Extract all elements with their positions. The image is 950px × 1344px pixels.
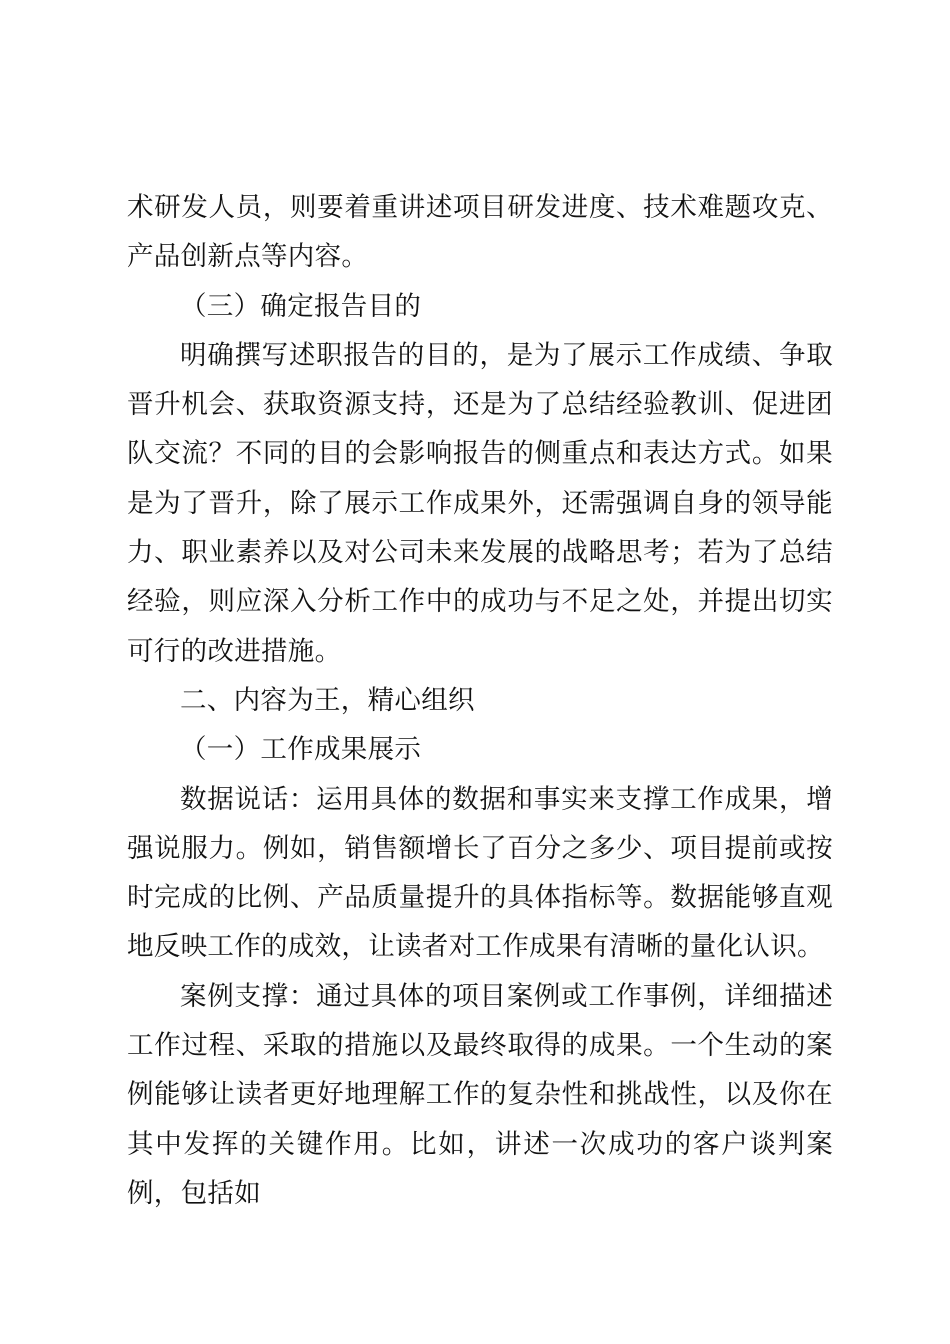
section-heading-determine-purpose: （三）确定报告目的 (180, 290, 422, 322)
paragraph-data-speaks: 数据说话：运用具体的数据和事实来支撑工作成果，增强说服力。例如，销售额增长了百分之多少、项目提前或按时完成的比例、产品质量提升的具体指标等。数据能够直观地反映工作的成效，让读者对工作成果有清晰的量化认识。 (127, 783, 833, 963)
section-heading-work-results: （一）工作成果展示 (180, 734, 422, 766)
paragraph-continuation: 术研发人员，则要着重讲述项目研发进度、技术难题攻克、产品创新点等内容。 (127, 192, 833, 273)
document-body (127, 183, 833, 1218)
paragraph-report-purpose: 明确撰写述职报告的目的，是为了展示工作成绩、争取晋升机会、获取资源支持，还是为了总结经验教训、促进团队交流？不同的目的会影响报告的侧重点和表达方式。如果是为了晋升，除了展示工作成果外，还需强调自身的领导能力、职业素养以及对公司未来发展的战略思考；若为了总结经验，则应深入分析工作中的成功与不足之处，并提出切实可行的改进措施。 (127, 339, 833, 667)
paragraph-case-support: 案例支撑：通过具体的项目案例或工作事例，详细描述工作过程、采取的措施以及最终取得的成果。一个生动的案例能够让读者更好地理解工作的复杂性和挑战性，以及你在其中发挥的关键作用。比如，讲述一次成功的客户谈判案例，包括如 (127, 980, 833, 1209)
chapter-heading-content: 二、内容为王，精心组织 (180, 684, 475, 716)
